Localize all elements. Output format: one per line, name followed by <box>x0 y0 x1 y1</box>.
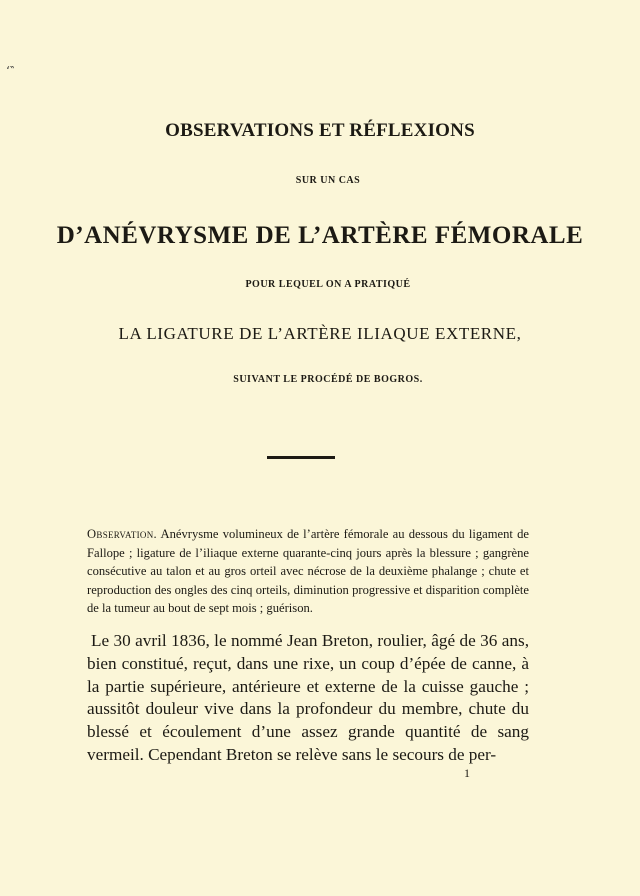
summary-label: Observation. <box>87 527 157 541</box>
ligature-title: LA LIGATURE DE L’ARTÈRE ILIAQUE EXTERNE, <box>118 324 522 343</box>
page-number: 1 <box>464 766 470 780</box>
observation-summary <box>87 525 529 618</box>
subtitle-sur-un-cas: SUR UN CAS <box>295 175 361 186</box>
summary-text: Anévrysme volumineux de l’artère fémorale au dessous du ligament de Fallope ; ligature de l’iliaque externe quarante-cinq jours après la blessure ; gangrène consécutive au talon et au gros orteil avec nécrose de la deuxième phalange ; chute et reproduction des ongles des cinq orteils, diminution progressive et disparition complète de la tumeur au bout de sept mois ; guérison. <box>87 527 529 615</box>
main-title: D’ANÉVRYSME DE L’ARTÈRE FÉMORALE <box>56 222 584 249</box>
subtitle-pour-lequel: POUR LEQUEL ON A PRATIQUÉ <box>245 279 411 290</box>
page-title: OBSERVATIONS ET RÉFLEXIONS <box>165 120 475 141</box>
body-paragraph <box>87 630 529 767</box>
body-paragraph-text: Le 30 avril 1836, le nommé Jean Breton, roulier, âgé de 36 ans, bien constitué, reçut, dans une rixe, un coup d’épée de canne, à la partie supérieure, antérieure et externe de la cuisse gauche ; aussitôt douleur vive dans la profondeur du membre, chute du blessé et écoulement d’une assez grande quantité de sang vermeil. Cependant Breton se relève sans le secours de per- <box>87 631 529 764</box>
margin-mark: ‘‶ <box>6 64 15 78</box>
decorative-rule <box>267 456 335 459</box>
subtitle-suivant: SUIVANT LE PROCÉDÉ DE BOGROS. <box>233 374 423 385</box>
